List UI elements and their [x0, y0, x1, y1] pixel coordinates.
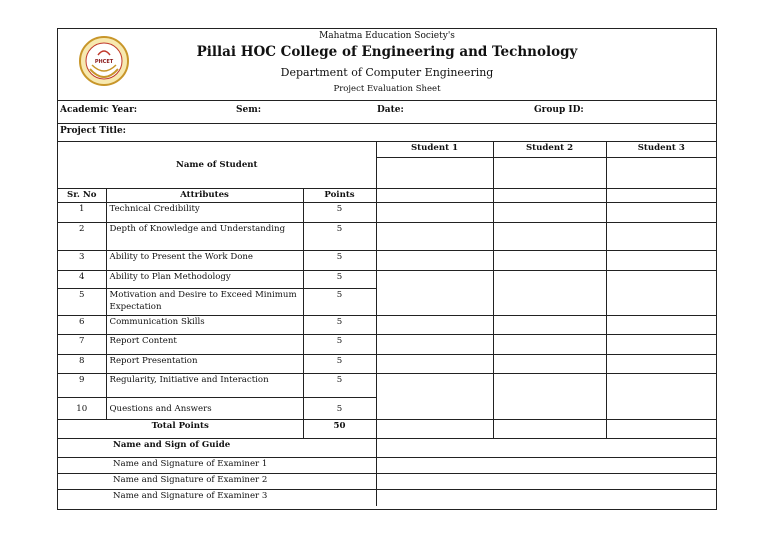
- score-cell[interactable]: [606, 203, 716, 223]
- table-row: [58, 355, 716, 374]
- examiner-3-label: Name and Signature of Examiner 3: [58, 490, 376, 506]
- sr-no-cell: 1: [58, 203, 106, 223]
- score-cell[interactable]: [606, 223, 716, 251]
- sr-no-cell: 2: [58, 223, 106, 251]
- score-cell[interactable]: [606, 355, 716, 374]
- total-points-value: 50: [303, 420, 376, 439]
- attributes-header: Attributes: [106, 189, 303, 203]
- table-row: [58, 203, 716, 223]
- points-cell: 5: [303, 251, 376, 271]
- score-cell[interactable]: [493, 374, 606, 420]
- group-id-label: Group ID:: [534, 105, 584, 115]
- sheet-header: [58, 29, 716, 101]
- project-title-row: [58, 124, 716, 141]
- examiner-1-label: Name and Signature of Examiner 1: [58, 458, 376, 474]
- score-cell[interactable]: [376, 251, 493, 271]
- score-cell[interactable]: [606, 316, 716, 335]
- score-cell[interactable]: [376, 374, 493, 420]
- student-2-header: Student 2: [493, 142, 606, 158]
- student-2-name-cell[interactable]: [493, 158, 606, 189]
- sr-no-cell: 7: [58, 335, 106, 355]
- student-3-header: Student 3: [606, 142, 716, 158]
- attribute-cell: Technical Credibility: [106, 203, 303, 223]
- guide-sign-label: Name and Sign of Guide: [58, 439, 376, 458]
- attribute-cell: Motivation and Desire to Exceed Minimum Expectation: [106, 289, 303, 316]
- attribute-cell: Ability to Present the Work Done: [106, 251, 303, 271]
- college-logo-icon: [78, 35, 130, 87]
- academic-info-row: [58, 100, 716, 124]
- score-cell[interactable]: [606, 335, 716, 355]
- guide-sign-cell[interactable]: [376, 439, 716, 458]
- table-row: [58, 223, 716, 251]
- date-label: Date:: [377, 105, 404, 115]
- points-header: Points: [303, 189, 376, 203]
- academic-year-label: Academic Year:: [60, 105, 138, 115]
- examiner-2-sign-cell[interactable]: [376, 474, 716, 490]
- score-cell[interactable]: [376, 335, 493, 355]
- score-cell[interactable]: [493, 251, 606, 271]
- score-cell[interactable]: [376, 271, 493, 316]
- sr-no-cell: 5: [58, 289, 106, 316]
- student-3-name-cell[interactable]: [606, 158, 716, 189]
- sr-no-cell: 3: [58, 251, 106, 271]
- points-cell: 5: [303, 398, 376, 420]
- table-row: [58, 271, 716, 289]
- points-cell: 5: [303, 223, 376, 251]
- score-cell[interactable]: [493, 203, 606, 223]
- sr-no-header: Sr. No: [58, 189, 106, 203]
- attribute-cell: Report Presentation: [106, 355, 303, 374]
- score-cell[interactable]: [606, 251, 716, 271]
- attribute-cell: Regularity, Initiative and Interaction: [106, 374, 303, 398]
- score-cell[interactable]: [606, 374, 716, 420]
- attribute-cell: Questions and Answers: [106, 398, 303, 420]
- score-cell[interactable]: [376, 203, 493, 223]
- total-score-cell[interactable]: [376, 420, 493, 439]
- table-row: [58, 374, 716, 398]
- attribute-cell: Report Content: [106, 335, 303, 355]
- total-points-label: Total Points: [58, 420, 303, 439]
- table-row: [58, 335, 716, 355]
- project-title-label: Project Title:: [60, 126, 127, 136]
- points-cell: 5: [303, 374, 376, 398]
- college-name: Pillai HOC College of Engineering and Technology: [196, 44, 578, 60]
- student-1-blank: [376, 189, 493, 203]
- attribute-cell: Depth of Knowledge and Understanding: [106, 223, 303, 251]
- score-cell[interactable]: [376, 316, 493, 335]
- score-cell[interactable]: [493, 355, 606, 374]
- attribute-cell: Ability to Plan Methodology: [106, 271, 303, 289]
- score-cell[interactable]: [493, 335, 606, 355]
- examiner-1-sign-cell[interactable]: [376, 458, 716, 474]
- student-3-blank: [606, 189, 716, 203]
- society-name: Mahatma Education Society's: [319, 31, 455, 41]
- points-cell: 5: [303, 203, 376, 223]
- logo-text: PHCET: [94, 59, 114, 65]
- table-row: [58, 316, 716, 335]
- table-row: [58, 251, 716, 271]
- name-of-student-header: Name of Student: [58, 142, 376, 189]
- score-cell[interactable]: [376, 223, 493, 251]
- student-2-blank: [493, 189, 606, 203]
- score-cell[interactable]: [606, 271, 716, 316]
- sheet-title: Project Evaluation Sheet: [333, 84, 441, 94]
- sr-no-cell: 6: [58, 316, 106, 335]
- score-cell[interactable]: [493, 271, 606, 316]
- sr-no-cell: 9: [58, 374, 106, 398]
- student-1-header: Student 1: [376, 142, 493, 158]
- points-cell: 5: [303, 271, 376, 289]
- examiner-2-label: Name and Signature of Examiner 2: [58, 474, 376, 490]
- points-cell: 5: [303, 355, 376, 374]
- student-1-name-cell[interactable]: [376, 158, 493, 189]
- examiner-3-sign-cell[interactable]: [376, 490, 716, 506]
- evaluation-table: [58, 141, 716, 506]
- score-cell[interactable]: [493, 223, 606, 251]
- sem-label: Sem:: [236, 105, 262, 115]
- department-name: Department of Computer Engineering: [280, 66, 494, 79]
- score-cell[interactable]: [376, 355, 493, 374]
- total-score-cell[interactable]: [606, 420, 716, 439]
- attribute-cell: Communication Skills: [106, 316, 303, 335]
- points-cell: 5: [303, 335, 376, 355]
- total-score-cell[interactable]: [493, 420, 606, 439]
- points-cell: 5: [303, 316, 376, 335]
- sr-no-cell: 10: [58, 398, 106, 420]
- evaluation-sheet: [57, 28, 717, 510]
- sr-no-cell: 4: [58, 271, 106, 289]
- points-cell: 5: [303, 289, 376, 316]
- sr-no-cell: 8: [58, 355, 106, 374]
- score-cell[interactable]: [493, 316, 606, 335]
